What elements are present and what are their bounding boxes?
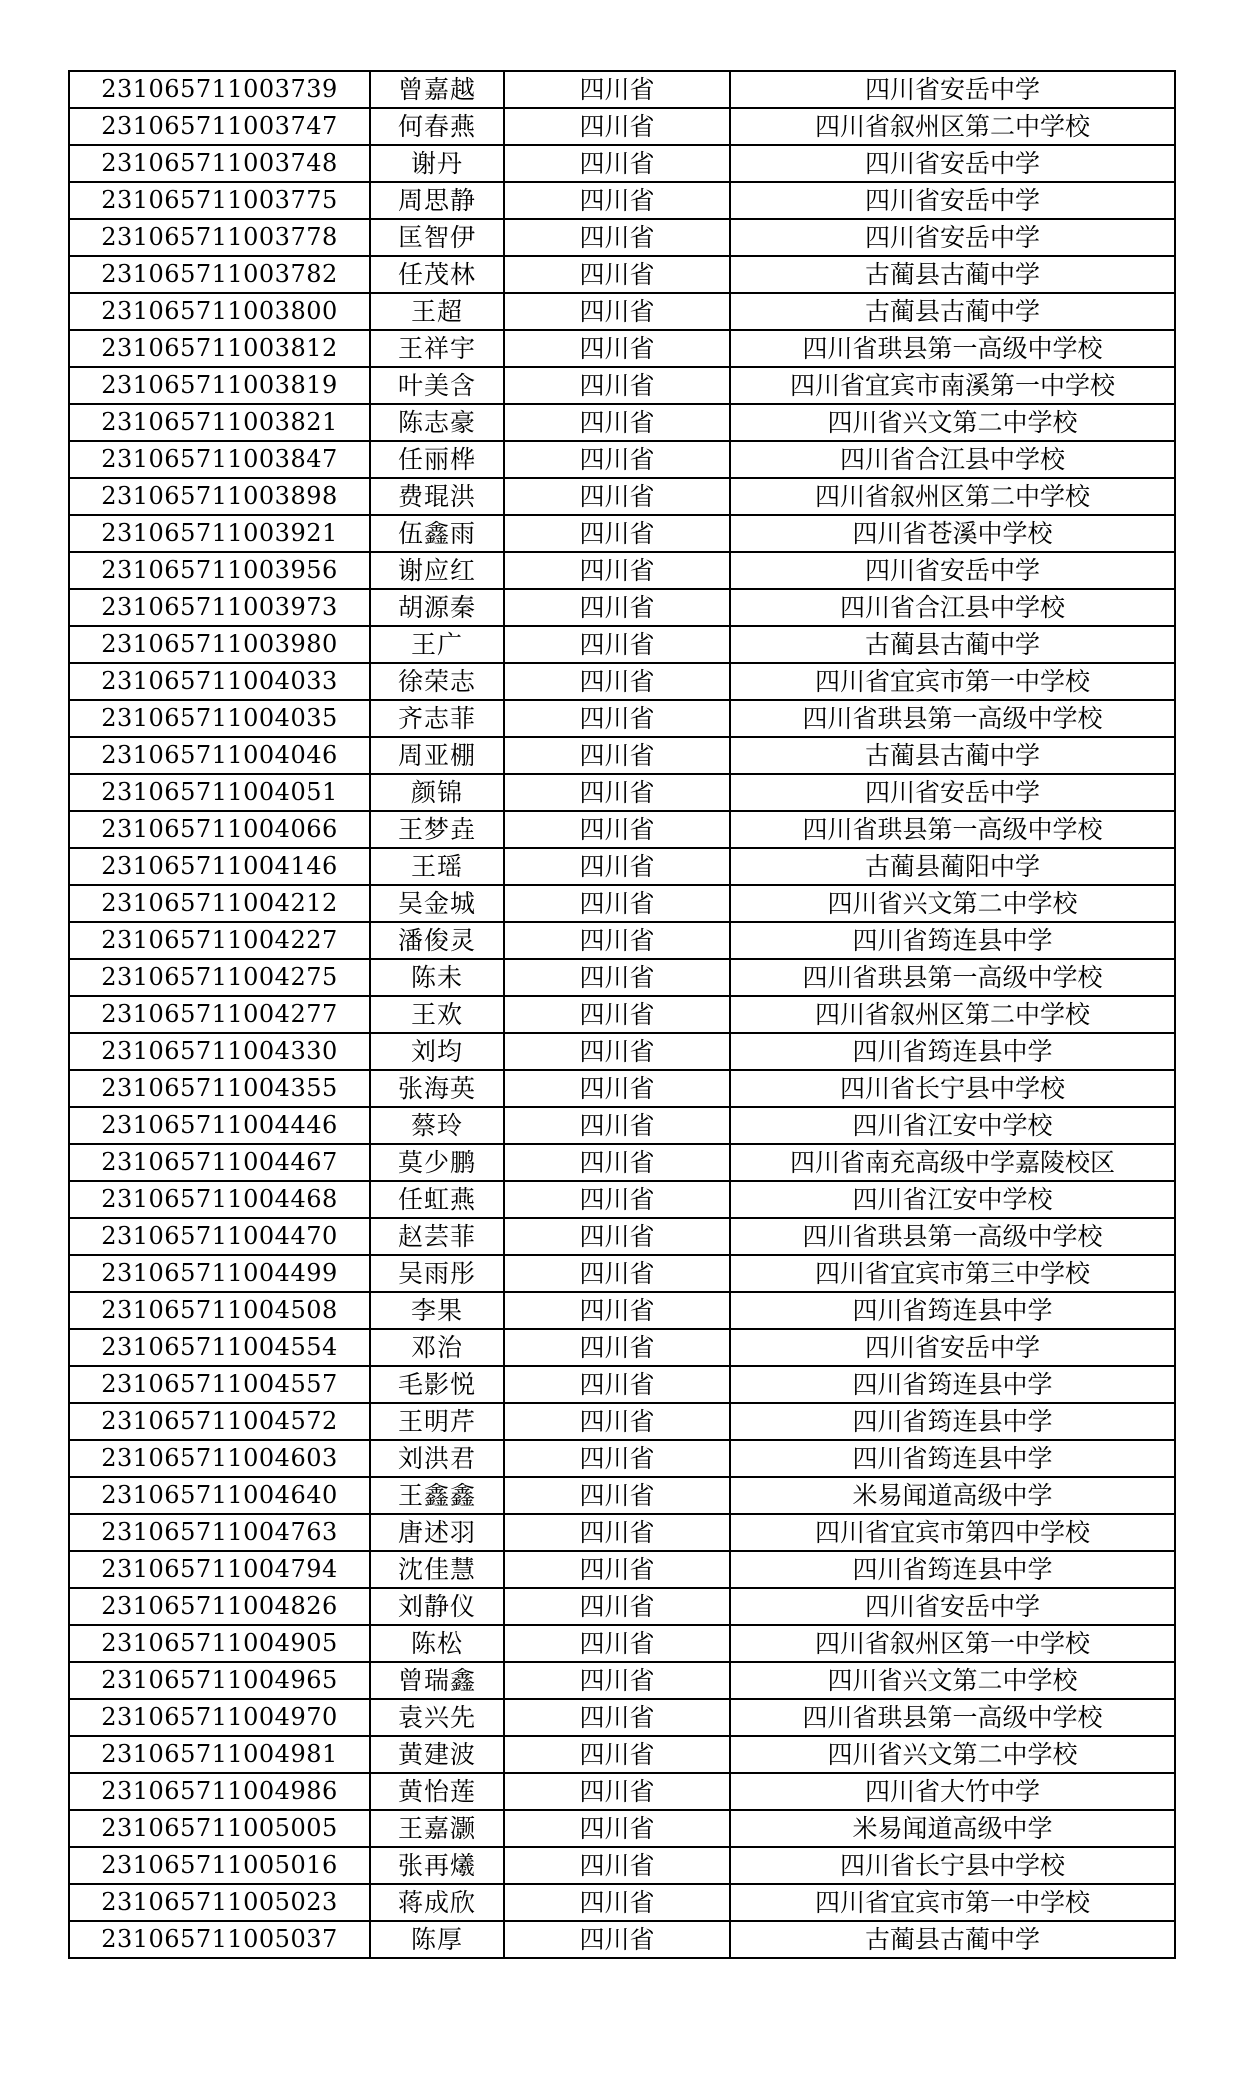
student-name-cell: 周思静 [370,182,504,219]
table-row [69,1588,1175,1625]
exam-id-cell: 231065711003739 [69,71,370,108]
table-row [69,959,1175,996]
exam-id-cell: 231065711004763 [69,1514,370,1551]
table-row [69,71,1175,108]
student-name-cell: 邓治 [370,1329,504,1366]
school-cell: 四川省合江县中学校 [730,441,1175,478]
province-cell: 四川省 [504,71,730,108]
table-row [69,811,1175,848]
student-name-cell: 周亚棚 [370,737,504,774]
province-cell: 四川省 [504,1884,730,1921]
school-cell: 四川省筠连县中学 [730,922,1175,959]
province-cell: 四川省 [504,552,730,589]
exam-id-cell: 231065711004826 [69,1588,370,1625]
province-cell: 四川省 [504,1662,730,1699]
school-cell: 古蔺县古蔺中学 [730,256,1175,293]
student-name-cell: 费琨洪 [370,478,504,515]
school-cell: 四川省珙县第一高级中学校 [730,330,1175,367]
table-row [69,1810,1175,1847]
student-name-cell: 王瑶 [370,848,504,885]
province-cell: 四川省 [504,1255,730,1292]
school-cell: 四川省苍溪中学校 [730,515,1175,552]
province-cell: 四川省 [504,774,730,811]
exam-id-cell: 231065711004603 [69,1440,370,1477]
province-cell: 四川省 [504,1847,730,1884]
exam-id-cell: 231065711004499 [69,1255,370,1292]
exam-id-cell: 231065711003973 [69,589,370,626]
province-cell: 四川省 [504,1551,730,1588]
province-cell: 四川省 [504,1736,730,1773]
student-name-cell: 潘俊灵 [370,922,504,959]
student-name-cell: 黄建波 [370,1736,504,1773]
province-cell: 四川省 [504,848,730,885]
table-row [69,404,1175,441]
school-cell: 四川省南充高级中学嘉陵校区 [730,1144,1175,1181]
table-row [69,589,1175,626]
province-cell: 四川省 [504,182,730,219]
exam-id-cell: 231065711005005 [69,1810,370,1847]
table-row [69,1403,1175,1440]
exam-id-cell: 231065711004277 [69,996,370,1033]
student-name-cell: 叶美含 [370,367,504,404]
exam-id-cell: 231065711004051 [69,774,370,811]
exam-id-cell: 231065711004470 [69,1218,370,1255]
school-cell: 四川省江安中学校 [730,1181,1175,1218]
school-cell: 四川省筠连县中学 [730,1403,1175,1440]
roster-table [68,70,1176,1959]
school-cell: 四川省叙州区第一中学校 [730,1625,1175,1662]
exam-id-cell: 231065711004146 [69,848,370,885]
student-name-cell: 陈厚 [370,1921,504,1958]
student-name-cell: 蔡玲 [370,1107,504,1144]
table-row [69,848,1175,885]
school-cell: 四川省安岳中学 [730,145,1175,182]
table-row [69,515,1175,552]
province-cell: 四川省 [504,1440,730,1477]
student-name-cell: 陈松 [370,1625,504,1662]
exam-id-cell: 231065711003747 [69,108,370,145]
exam-id-cell: 231065711004355 [69,1070,370,1107]
province-cell: 四川省 [504,737,730,774]
school-cell: 四川省宜宾市第一中学校 [730,663,1175,700]
school-cell: 四川省珙县第一高级中学校 [730,700,1175,737]
student-name-cell: 王嘉灏 [370,1810,504,1847]
student-name-cell: 吴雨彤 [370,1255,504,1292]
school-cell: 四川省珙县第一高级中学校 [730,1699,1175,1736]
school-cell: 四川省安岳中学 [730,182,1175,219]
province-cell: 四川省 [504,108,730,145]
table-row [69,996,1175,1033]
exam-id-cell: 231065711003778 [69,219,370,256]
province-cell: 四川省 [504,1514,730,1551]
student-name-cell: 陈志豪 [370,404,504,441]
exam-id-cell: 231065711005023 [69,1884,370,1921]
student-name-cell: 任丽桦 [370,441,504,478]
province-cell: 四川省 [504,1329,730,1366]
exam-id-cell: 231065711004554 [69,1329,370,1366]
table-row [69,1107,1175,1144]
exam-id-cell: 231065711003775 [69,182,370,219]
school-cell: 四川省江安中学校 [730,1107,1175,1144]
exam-id-cell: 231065711004275 [69,959,370,996]
student-name-cell: 黄怡莲 [370,1773,504,1810]
exam-id-cell: 231065711004981 [69,1736,370,1773]
province-cell: 四川省 [504,1810,730,1847]
province-cell: 四川省 [504,256,730,293]
roster-body [69,71,1175,1958]
school-cell: 古蔺县蔺阳中学 [730,848,1175,885]
school-cell: 古蔺县古蔺中学 [730,737,1175,774]
table-row [69,1921,1175,1958]
student-name-cell: 王超 [370,293,504,330]
school-cell: 四川省筠连县中学 [730,1366,1175,1403]
school-cell: 四川省珙县第一高级中学校 [730,811,1175,848]
student-name-cell: 赵芸菲 [370,1218,504,1255]
school-cell: 四川省筠连县中学 [730,1033,1175,1070]
school-cell: 四川省珙县第一高级中学校 [730,1218,1175,1255]
school-cell: 四川省长宁县中学校 [730,1847,1175,1884]
exam-id-cell: 231065711004508 [69,1292,370,1329]
exam-id-cell: 231065711004970 [69,1699,370,1736]
student-name-cell: 匡智伊 [370,219,504,256]
exam-id-cell: 231065711004905 [69,1625,370,1662]
school-cell: 四川省兴文第二中学校 [730,1662,1175,1699]
student-name-cell: 曾瑞鑫 [370,1662,504,1699]
school-cell: 四川省叙州区第二中学校 [730,996,1175,1033]
table-row [69,1699,1175,1736]
school-cell: 四川省宜宾市第四中学校 [730,1514,1175,1551]
province-cell: 四川省 [504,589,730,626]
province-cell: 四川省 [504,219,730,256]
student-name-cell: 任茂林 [370,256,504,293]
province-cell: 四川省 [504,663,730,700]
province-cell: 四川省 [504,626,730,663]
table-row [69,737,1175,774]
province-cell: 四川省 [504,478,730,515]
province-cell: 四川省 [504,959,730,996]
exam-id-cell: 231065711003800 [69,293,370,330]
school-cell: 四川省叙州区第二中学校 [730,108,1175,145]
province-cell: 四川省 [504,996,730,1033]
exam-id-cell: 231065711003819 [69,367,370,404]
school-cell: 四川省宜宾市第一中学校 [730,1884,1175,1921]
table-row [69,1847,1175,1884]
exam-id-cell: 231065711004986 [69,1773,370,1810]
province-cell: 四川省 [504,1107,730,1144]
school-cell: 古蔺县古蔺中学 [730,293,1175,330]
table-row [69,219,1175,256]
table-row [69,1255,1175,1292]
exam-id-cell: 231065711004066 [69,811,370,848]
province-cell: 四川省 [504,1625,730,1662]
exam-id-cell: 231065711004965 [69,1662,370,1699]
table-row [69,1884,1175,1921]
exam-id-cell: 231065711003921 [69,515,370,552]
exam-id-cell: 231065711004557 [69,1366,370,1403]
exam-id-cell: 231065711004640 [69,1477,370,1514]
province-cell: 四川省 [504,145,730,182]
table-row [69,1773,1175,1810]
province-cell: 四川省 [504,1033,730,1070]
province-cell: 四川省 [504,367,730,404]
school-cell: 四川省叙州区第二中学校 [730,478,1175,515]
table-row [69,1366,1175,1403]
province-cell: 四川省 [504,811,730,848]
table-row [69,441,1175,478]
table-row [69,182,1175,219]
table-row [69,885,1175,922]
school-cell: 四川省大竹中学 [730,1773,1175,1810]
province-cell: 四川省 [504,885,730,922]
table-row [69,552,1175,589]
student-name-cell: 蒋成欣 [370,1884,504,1921]
exam-id-cell: 231065711004212 [69,885,370,922]
school-cell: 四川省兴文第二中学校 [730,1736,1175,1773]
school-cell: 米易闻道高级中学 [730,1477,1175,1514]
exam-id-cell: 231065711003980 [69,626,370,663]
province-cell: 四川省 [504,1181,730,1218]
province-cell: 四川省 [504,1218,730,1255]
table-row [69,1477,1175,1514]
province-cell: 四川省 [504,441,730,478]
province-cell: 四川省 [504,700,730,737]
student-name-cell: 刘洪君 [370,1440,504,1477]
student-name-cell: 齐志菲 [370,700,504,737]
exam-id-cell: 231065711003898 [69,478,370,515]
table-row [69,1625,1175,1662]
province-cell: 四川省 [504,1921,730,1958]
student-name-cell: 王明芹 [370,1403,504,1440]
student-name-cell: 王广 [370,626,504,663]
table-row [69,1033,1175,1070]
table-row [69,1181,1175,1218]
exam-id-cell: 231065711004035 [69,700,370,737]
student-name-cell: 王欢 [370,996,504,1033]
table-row [69,663,1175,700]
province-cell: 四川省 [504,1144,730,1181]
school-cell: 四川省筠连县中学 [730,1440,1175,1477]
school-cell: 古蔺县古蔺中学 [730,1921,1175,1958]
student-name-cell: 刘均 [370,1033,504,1070]
student-name-cell: 毛影悦 [370,1366,504,1403]
exam-id-cell: 231065711004572 [69,1403,370,1440]
exam-id-cell: 231065711004033 [69,663,370,700]
school-cell: 四川省安岳中学 [730,552,1175,589]
student-name-cell: 徐荣志 [370,663,504,700]
province-cell: 四川省 [504,293,730,330]
student-name-cell: 李果 [370,1292,504,1329]
exam-id-cell: 231065711004046 [69,737,370,774]
student-name-cell: 王祥宇 [370,330,504,367]
province-cell: 四川省 [504,1292,730,1329]
table-row [69,1144,1175,1181]
school-cell: 四川省筠连县中学 [730,1292,1175,1329]
table-row [69,774,1175,811]
school-cell: 四川省长宁县中学校 [730,1070,1175,1107]
province-cell: 四川省 [504,1403,730,1440]
exam-id-cell: 231065711003956 [69,552,370,589]
table-row [69,478,1175,515]
school-cell: 四川省安岳中学 [730,1329,1175,1366]
student-name-cell: 谢应红 [370,552,504,589]
table-row [69,1070,1175,1107]
school-cell: 四川省安岳中学 [730,1588,1175,1625]
table-row [69,1292,1175,1329]
table-row [69,1440,1175,1477]
exam-id-cell: 231065711003812 [69,330,370,367]
school-cell: 四川省兴文第二中学校 [730,885,1175,922]
school-cell: 四川省合江县中学校 [730,589,1175,626]
student-name-cell: 颜锦 [370,774,504,811]
table-row [69,626,1175,663]
table-row [69,1329,1175,1366]
school-cell: 古蔺县古蔺中学 [730,626,1175,663]
table-row [69,367,1175,404]
school-cell: 四川省珙县第一高级中学校 [730,959,1175,996]
exam-id-cell: 231065711005037 [69,1921,370,1958]
table-row [69,145,1175,182]
school-cell: 四川省宜宾市南溪第一中学校 [730,367,1175,404]
exam-id-cell: 231065711004467 [69,1144,370,1181]
exam-id-cell: 231065711004227 [69,922,370,959]
province-cell: 四川省 [504,1477,730,1514]
table-row [69,1514,1175,1551]
table-row [69,108,1175,145]
student-name-cell: 张再爔 [370,1847,504,1884]
exam-id-cell: 231065711003748 [69,145,370,182]
table-row [69,700,1175,737]
student-name-cell: 陈未 [370,959,504,996]
student-name-cell: 莫少鹏 [370,1144,504,1181]
student-name-cell: 沈佳慧 [370,1551,504,1588]
student-name-cell: 谢丹 [370,145,504,182]
school-cell: 四川省安岳中学 [730,71,1175,108]
province-cell: 四川省 [504,1366,730,1403]
exam-id-cell: 231065711003782 [69,256,370,293]
province-cell: 四川省 [504,404,730,441]
province-cell: 四川省 [504,1588,730,1625]
student-name-cell: 刘静仪 [370,1588,504,1625]
province-cell: 四川省 [504,515,730,552]
school-cell: 四川省兴文第二中学校 [730,404,1175,441]
exam-id-cell: 231065711003821 [69,404,370,441]
school-cell: 四川省安岳中学 [730,774,1175,811]
school-cell: 四川省安岳中学 [730,219,1175,256]
student-name-cell: 任虹燕 [370,1181,504,1218]
exam-id-cell: 231065711004794 [69,1551,370,1588]
province-cell: 四川省 [504,1070,730,1107]
student-name-cell: 王鑫鑫 [370,1477,504,1514]
province-cell: 四川省 [504,1699,730,1736]
exam-id-cell: 231065711004446 [69,1107,370,1144]
school-cell: 四川省筠连县中学 [730,1551,1175,1588]
exam-id-cell: 231065711004468 [69,1181,370,1218]
school-cell: 米易闻道高级中学 [730,1810,1175,1847]
exam-id-cell: 231065711005016 [69,1847,370,1884]
student-name-cell: 何春燕 [370,108,504,145]
province-cell: 四川省 [504,1773,730,1810]
student-name-cell: 曾嘉越 [370,71,504,108]
table-row [69,256,1175,293]
student-name-cell: 胡源秦 [370,589,504,626]
student-name-cell: 袁兴先 [370,1699,504,1736]
table-row [69,330,1175,367]
exam-id-cell: 231065711004330 [69,1033,370,1070]
table-row [69,1551,1175,1588]
province-cell: 四川省 [504,922,730,959]
student-name-cell: 王梦垚 [370,811,504,848]
student-name-cell: 伍鑫雨 [370,515,504,552]
table-row [69,922,1175,959]
student-name-cell: 唐述羽 [370,1514,504,1551]
student-name-cell: 张海英 [370,1070,504,1107]
exam-id-cell: 231065711003847 [69,441,370,478]
table-row [69,1662,1175,1699]
table-row [69,293,1175,330]
school-cell: 四川省宜宾市第三中学校 [730,1255,1175,1292]
table-row [69,1218,1175,1255]
student-name-cell: 吴金城 [370,885,504,922]
table-row [69,1736,1175,1773]
province-cell: 四川省 [504,330,730,367]
